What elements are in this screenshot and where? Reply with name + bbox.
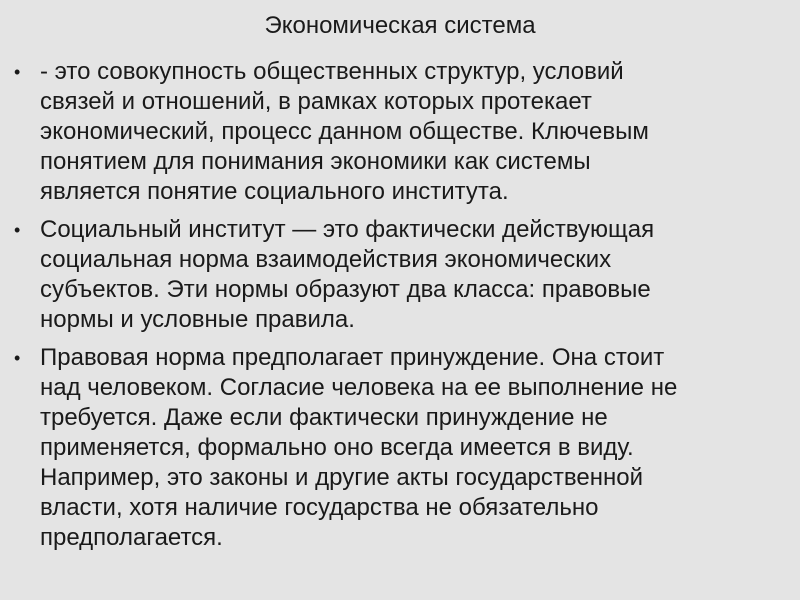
- bullet-item-2: [14, 215, 784, 335]
- bullet-marker: •: [14, 220, 21, 240]
- bullet-text-line: применяется, формально оно всегда имеется в виду.: [40, 434, 634, 461]
- bullet-item-1: [14, 57, 784, 207]
- bullet-text-line: власти, хотя наличие государства не обязательно: [40, 494, 599, 521]
- bullet-item-3: [14, 343, 784, 553]
- slide-title: Экономическая система: [264, 12, 536, 39]
- bullet-text-line: над человеком. Согласие человека на ее выполнение не: [40, 374, 678, 401]
- bullet-text-line: нормы и условные правила.: [40, 306, 355, 333]
- bullet-text-line: требуется. Даже если фактически принуждение не: [40, 404, 608, 431]
- bullet-marker: •: [14, 62, 21, 82]
- bullet-text-line: Социальный институт — это фактически действующая: [40, 216, 655, 243]
- bullet-text-line: экономический, процесс данном обществе. Ключевым: [40, 118, 649, 145]
- bullet-text-line: социальная норма взаимодействия экономических: [40, 246, 612, 273]
- bullet-text-line: Например, это законы и другие акты государственной: [40, 464, 643, 491]
- bullet-marker: •: [14, 348, 21, 368]
- bullet-text-line: понятием для понимания экономики как системы: [40, 148, 591, 175]
- bullet-text-line: связей и отношений, в рамках которых протекает: [40, 88, 592, 115]
- bullet-text-line: Правовая норма предполагает принуждение. Она стоит: [40, 344, 665, 371]
- bullet-text-line: - это совокупность общественных структур, условий: [40, 58, 624, 85]
- bullet-text-line: предполагается.: [40, 524, 223, 551]
- bullet-text-line: субъектов. Эти нормы образуют два класса: правовые: [40, 276, 651, 303]
- bullet-list: [14, 57, 784, 561]
- bullet-text-line: является понятие социального института.: [40, 178, 509, 205]
